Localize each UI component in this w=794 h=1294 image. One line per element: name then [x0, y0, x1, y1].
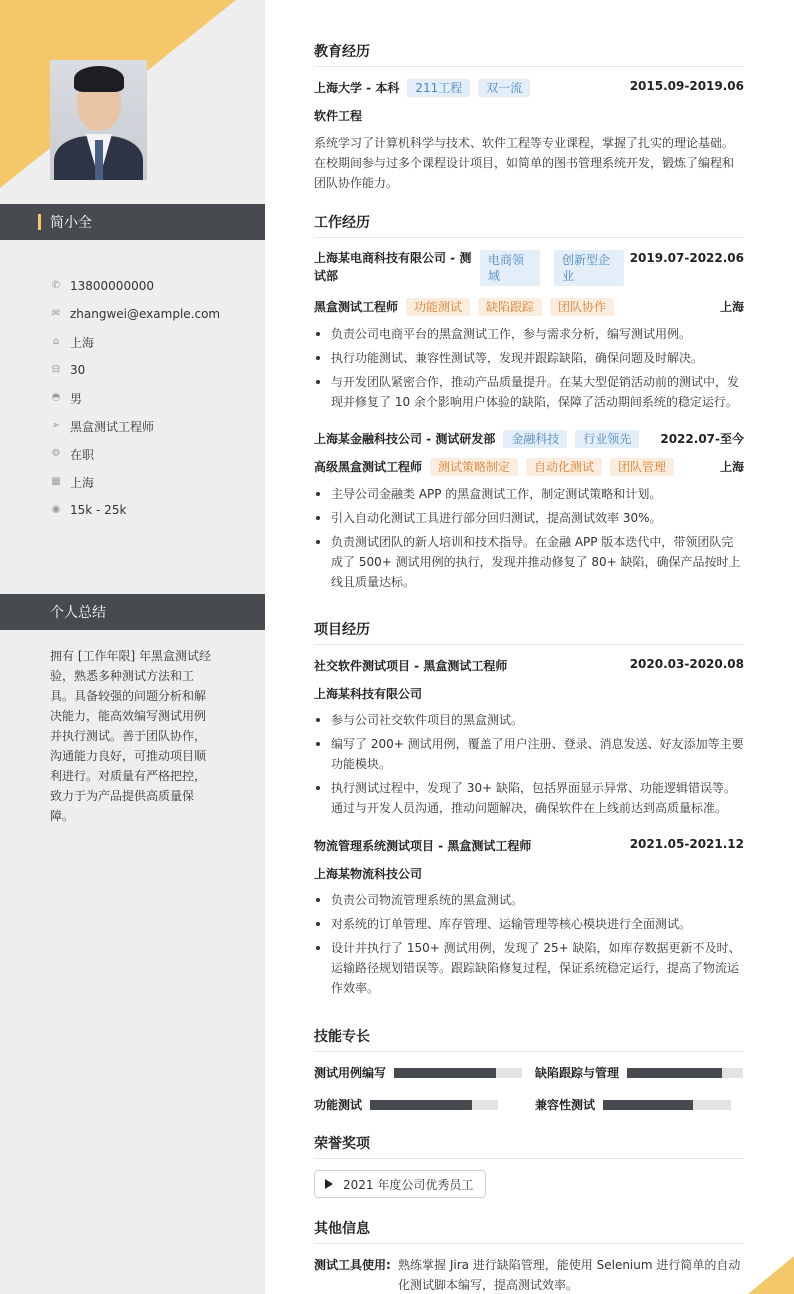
- skill-item: [314, 1064, 522, 1081]
- list-item: 负责测试团队的新人培训和技术指导。在金融 APP 版本迭代中，带领团队完成了 500+ 测试用例的执行，发现并推动修复了 80+ 缺陷，确保产品按时上线且质量达标。: [314, 532, 744, 592]
- company-tag: 金融科技: [503, 430, 567, 448]
- info-city: ▦ 上海: [51, 475, 95, 490]
- project-date: 2021.05-2021.12: [629, 837, 744, 851]
- role-tag: 团队协作: [550, 298, 614, 316]
- list-item: 执行测试过程中，发现了 30+ 缺陷，包括界面显示异常、功能逻辑错误等。通过与开发人员沟通，推动问题解决，确保软件在上线前达到高质量标准。: [314, 778, 744, 818]
- phone-icon: ✆: [51, 280, 61, 291]
- skill-item: [535, 1064, 743, 1081]
- skill-fill: [370, 1100, 472, 1110]
- section-title-projects: 项目经历: [314, 619, 744, 645]
- company-tag: 行业领先: [575, 430, 639, 448]
- role-row: [314, 298, 744, 316]
- city-icon: ▦: [51, 476, 61, 487]
- skill-name: 兼容性测试: [535, 1098, 596, 1112]
- list-item: 对系统的订单管理、库存管理、运输管理等核心模块进行全面测试。: [314, 914, 744, 934]
- skill-name: 缺陷跟踪与管理: [535, 1066, 620, 1080]
- skill-fill: [394, 1068, 496, 1078]
- name-bar: [0, 204, 265, 240]
- info-job: ➢ 黑盒测试工程师: [51, 419, 155, 434]
- corner-decoration-bottom: [748, 1256, 794, 1294]
- role-name: 黑盒测试工程师: [314, 300, 399, 314]
- project-company: 上海某科技有限公司: [314, 687, 423, 701]
- info-age: ⊟ 30: [51, 363, 86, 377]
- home-icon: ⌂: [52, 336, 60, 347]
- job-bullets: [314, 484, 744, 596]
- skill-name: 功能测试: [314, 1098, 363, 1112]
- skill-bar: [394, 1068, 522, 1078]
- job-date: 2022.07-至今: [660, 432, 744, 446]
- company-name-cont: 试部: [314, 269, 339, 283]
- avatar: [50, 60, 147, 180]
- info-gender: ◓ 男: [51, 391, 83, 406]
- skill-fill: [627, 1068, 722, 1078]
- role-row: [314, 458, 744, 476]
- list-item: 参与公司社交软件项目的黑盒测试。: [314, 710, 744, 730]
- project-bullets: [314, 710, 744, 822]
- role-tag: 团队管理: [610, 458, 674, 476]
- list-item: 编写了 200+ 测试用例，覆盖了用户注册、登录、消息发送、好友添加等主要功能模块。: [314, 734, 744, 774]
- section-title-work: 工作经历: [314, 212, 744, 238]
- skill-item: [535, 1096, 731, 1113]
- other-text-cont: 化测试脚本编写，提高测试效率。: [398, 1278, 579, 1292]
- salary-icon: ◉: [51, 504, 61, 515]
- job-header: [314, 430, 744, 448]
- job-city: 上海: [719, 300, 744, 314]
- contact-info-list: [50, 272, 260, 524]
- skill-bar: [370, 1100, 498, 1110]
- section-title-education: 教育经历: [314, 41, 744, 67]
- list-item: 设计并执行了 150+ 测试用例，发现了 25+ 缺陷，如库存数据更新不及时、运输路径规划错误等。跟踪缺陷修复过程，保证系统稳定运行，提高了物流运作效率。: [314, 938, 744, 998]
- company-tag: 电商领域: [480, 250, 540, 286]
- award-item[interactable]: [314, 1170, 486, 1198]
- project-bullets: [314, 890, 744, 1002]
- info-phone: ✆ 13800000000: [51, 279, 154, 293]
- info-status: ⚙ 在职: [51, 447, 95, 462]
- sidebar: [0, 0, 265, 1294]
- school-tag: 211工程: [407, 79, 470, 97]
- skill-fill: [603, 1100, 693, 1110]
- education-desc: 系统学习了计算机科学与技术、软件工程等专业课程，掌握了扎实的理论基础。在校期间参与过多个课程设计项目，如简单的图书管理系统开发，锻炼了编程和团队协作能力。: [314, 136, 735, 190]
- skill-name: 测试用例编写: [314, 1066, 387, 1080]
- skill-bar: [603, 1100, 731, 1110]
- list-item: 执行功能测试、兼容性测试等，发现并跟踪缺陷，确保问题及时解决。: [314, 348, 744, 368]
- role-tag: 缺陷跟踪: [478, 298, 542, 316]
- list-item: 负责公司物流管理系统的黑盒测试。: [314, 890, 744, 910]
- info-salary: ◉ 15k - 25k: [51, 503, 127, 517]
- job-bullets: [314, 324, 744, 416]
- education-header: [314, 79, 744, 97]
- education-date: 2015.09-2019.06: [629, 79, 744, 93]
- project-company: 上海某物流科技公司: [314, 867, 423, 881]
- job-date: 2019.07-2022.06: [629, 251, 744, 265]
- status-icon: ⚙: [51, 448, 61, 459]
- info-location: ⌂ 上海: [50, 328, 260, 356]
- role-tag: 自动化测试: [526, 458, 602, 476]
- summary-title: 个人总结: [0, 594, 265, 630]
- section-title-skills: 技能专长: [314, 1026, 744, 1052]
- project-name: 社交软件测试项目 - 黑盒测试工程师: [314, 659, 508, 673]
- school-tag: 双一流: [478, 79, 530, 97]
- list-item: 与开发团队紧密合作，推动产品质量提升。在某大型促销活动前的测试中，发现并修复了 10 余个影响用户体验的缺陷，保障了活动期间系统的稳定运行。: [314, 372, 744, 412]
- job-city: 上海: [719, 460, 744, 474]
- role-name: 高级黑盒测试工程师: [314, 460, 423, 474]
- list-item: 主导公司金融类 APP 的黑盒测试工作，制定测试策略和计划。: [314, 484, 744, 504]
- list-item: 负责公司电商平台的黑盒测试工作，参与需求分析，编写测试用例。: [314, 324, 744, 344]
- list-item: 引入自动化测试工具进行部分回归测试，提高测试效率 30%。: [314, 508, 744, 528]
- info-email[interactable]: ✉ zhangwei@example.com: [51, 307, 221, 321]
- summary-text: 拥有 [工作年限] 年黑盒测试经验，熟悉多种测试方法和工具。具备较强的问题分析和解决能力，能高效编写测试用例并执行测试。善于团队协作，沟通能力良好，可推动项目顺利进行。对质量有严格把控，致力于为产品提供高质量保障。: [50, 649, 211, 823]
- candidate-name: 简小全: [50, 215, 92, 231]
- section-title-other: 其他信息: [314, 1218, 744, 1244]
- other-text: 熟练掌握 Jira 进行缺陷管理，能使用 Selenium 进行简单的自动: [398, 1258, 741, 1272]
- company-tag: 创新型企业: [554, 250, 624, 286]
- skill-item: [314, 1096, 498, 1113]
- section-title-awards: 荣誉奖项: [314, 1133, 744, 1159]
- major: 软件工程: [314, 109, 363, 123]
- award-label: 2021 年度公司优秀员工: [343, 1177, 474, 1192]
- gender-icon: ◓: [51, 392, 61, 403]
- play-icon: [325, 1179, 333, 1189]
- mail-icon: ✉: [51, 308, 61, 319]
- company-name: 上海某金融科技公司 - 测试研发部: [314, 432, 496, 446]
- project-date: 2020.03-2020.08: [629, 657, 744, 671]
- company-name: 上海某电商科技有限公司 - 测: [314, 251, 472, 265]
- project-header: [314, 657, 744, 674]
- school-name: 上海大学 - 本科: [314, 81, 400, 95]
- project-name: 物流管理系统测试项目 - 黑盒测试工程师: [314, 839, 532, 853]
- role-tag: 功能测试: [406, 298, 470, 316]
- role-tag: 测试策略制定: [430, 458, 518, 476]
- project-header: [314, 837, 744, 854]
- age-icon: ⊟: [51, 364, 61, 375]
- other-label: 测试工具使用:: [314, 1258, 391, 1272]
- job-icon: ➢: [51, 420, 61, 431]
- skill-bar: [627, 1068, 743, 1078]
